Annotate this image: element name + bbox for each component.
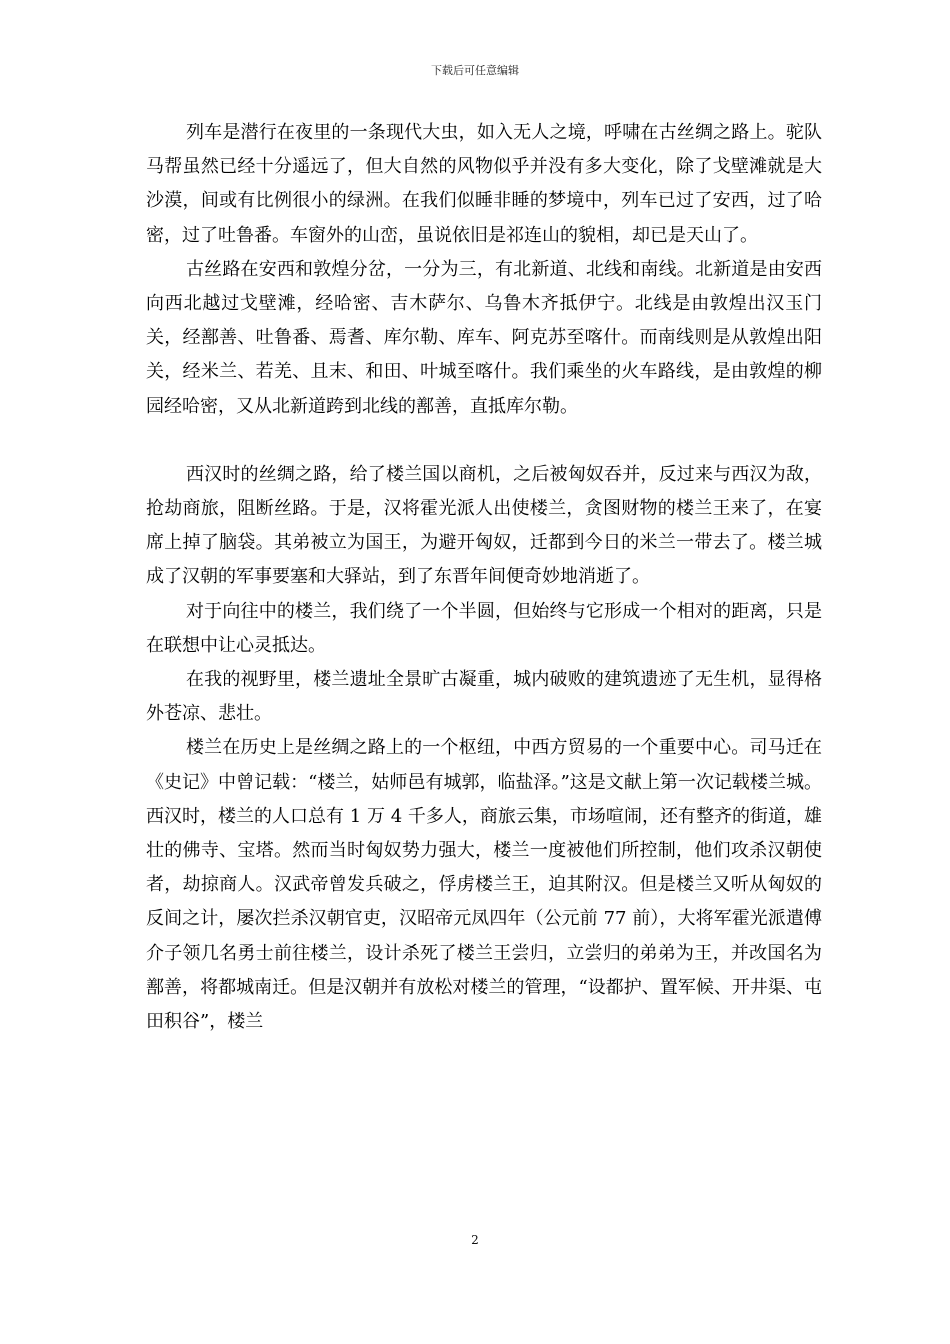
paragraph-6: 楼兰在历史上是丝绸之路上的一个枢纽，中西方贸易的一个重要中心。司马迁在《史记》中曾记载：“楼兰，姑师邑有城郭，临盐泽。”这是文献上第一次记载楼兰城。西汉时，楼兰的人口总有 1 万 4 千多人，商旅云集，市场喧闹，还有整齐的街道，雄壮的佛寺、宝塔。然而当时匈奴势力强大，楼兰一度被他们所控制，他们攻杀汉朝使者，劫掠商人。汉武帝曾发兵破之，俘虏楼兰王，迫其附汉。但是楼兰又听从匈奴的反间之计，屡次拦杀汉朝官吏，汉昭帝元凤四年（公元前 77 前），大将军霍光派遣傅介子领几名勇士前往楼兰，设计杀死了楼兰王尝归，立尝归的弟弟为王，并改国名为鄯善，将都城南迁。但是汉朝并有放松对楼兰的管理，“设都护、置军候、开井渠、屯田积谷”，楼兰 xyxy=(146,737,822,1033)
paragraph-1: 列车是潜行在夜里的一条现代大虫，如入无人之境，呼啸在古丝绸之路上。驼队马帮虽然已经十分遥远了，但大自然的风物似乎并没有多大变化，除了戈壁滩就是大沙漠，间或有比例很小的绿洲。在我们似睡非睡的梦境中，列车已过了安西，过了哈密，过了吐鲁番。车窗外的山峦，虽说依旧是祁连山的貌相，却已是天山了。 xyxy=(146,122,822,246)
page-number: 2 xyxy=(471,1233,479,1247)
paragraph-3: 西汉时的丝绸之路，给了楼兰国以商机，之后被匈奴吞并，反过来与西汉为敌，抢劫商旅，阻断丝路。于是，汉将霍光派人出使楼兰，贪图财物的楼兰王来了，在宴席上掉了脑袋。其弟被立为国王，为避开匈奴，迁都到今日的米兰一带去了。楼兰城成了汉朝的军事要塞和大驿站，到了东晋年间便奇妙地消逝了。 xyxy=(146,463,822,588)
paragraph-5: 在我的视野里，楼兰遗址全景旷古凝重，城内破败的建筑遗迹了无生机，显得格外苍凉、悲壮。 xyxy=(146,669,822,725)
paragraph-4: 对于向往中的楼兰，我们绕了一个半圆，但始终与它形成一个相对的距离，只是在联想中让心灵抵达。 xyxy=(146,600,822,656)
page-header: 下载后可任意编辑 xyxy=(431,64,519,77)
blank-line xyxy=(146,424,822,458)
document-body xyxy=(146,116,822,1039)
paragraph-2: 古丝路在安西和敦煌分岔，一分为三，有北新道、北线和南线。北新道是由安西向西北越过戈壁滩，经哈密、吉木萨尔、乌鲁木齐抵伊宁。北线是由敦煌出汉玉门关，经鄯善、吐鲁番、焉耆、库尔勒、库车、阿克苏至喀什。而南线则是从敦煌出阳关，经米兰、若羌、且末、和田、叶城至喀什。我们乘坐的火车路线，是由敦煌的柳园经哈密，又从北新道跨到北线的鄯善，直抵库尔勒。 xyxy=(146,258,822,417)
